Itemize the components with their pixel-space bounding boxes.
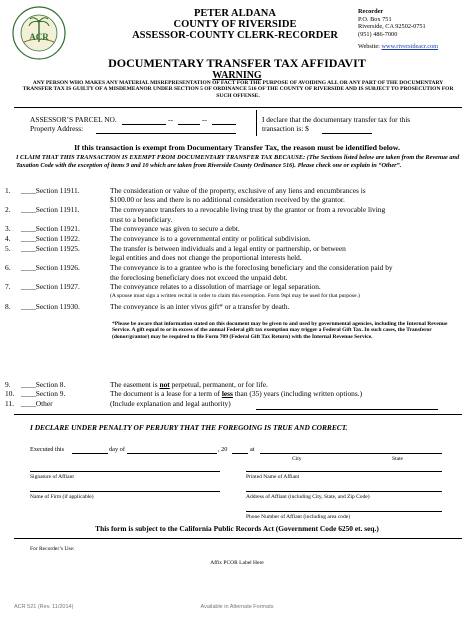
item-line: The conveyance transfers to a revocable living trust by the grantor or from a revocable living bbox=[110, 205, 386, 215]
tax-amount-field[interactable] bbox=[322, 133, 372, 134]
parcel-label: ASSESSOR’S PARCEL NO. bbox=[30, 115, 117, 124]
recorder-use-label: For Recorder’s Use: bbox=[30, 546, 75, 552]
bottom-divider bbox=[14, 538, 462, 539]
item-description bbox=[110, 234, 465, 243]
item-section[interactable]: ____Section 11926. bbox=[21, 263, 80, 273]
item-line: The transfer is between individuals and a legal entity or partnership, or between bbox=[110, 244, 346, 253]
item-description bbox=[110, 389, 465, 398]
transaction-label: transaction is: $ bbox=[262, 124, 309, 133]
firm-caption: Name of Firm (if applicable) bbox=[30, 494, 94, 500]
item-line: The consideration or value of the property, exclusive of any liens and encumbrances is bbox=[110, 186, 366, 195]
item-text-end: perpetual, permanent, or for life. bbox=[169, 380, 268, 389]
item-section[interactable]: ____Section 8. bbox=[21, 380, 66, 389]
item-description bbox=[110, 302, 465, 311]
item-number: 7. bbox=[5, 282, 11, 292]
item-line: (A spouse must sign a written recital in order to claim this exemption. Form 9spl may be used for that purpose.) bbox=[110, 292, 360, 299]
website-line bbox=[358, 43, 470, 51]
gift-note: *Please be aware that information stated on this document may be given to and used by governmental agencies, including the Internal Revenue Service. A gift equal to or in excess of the annual Federal gift tax exemption may trigger a Federal Gift Tax. In such cases, the Transferor (donor/grantor) may be required to file Form 709 (Federal Gift Tax Return) with the Internal Revenue Service. bbox=[112, 321, 448, 340]
alternate-formats: Available in Alternate Formats bbox=[200, 604, 274, 610]
item-line: The conveyance is to a governmental entity or political subdivision. bbox=[110, 234, 311, 244]
printed-name-caption: Printed Name of Affiant bbox=[246, 474, 300, 480]
item-line: $100.00 or less and there is no additional consideration received by the grantor. bbox=[110, 195, 345, 205]
item-number: 4. bbox=[5, 234, 11, 244]
contact-address2: Riverside, CA 92502-0751 bbox=[358, 23, 426, 31]
item-description bbox=[110, 186, 465, 205]
item-section[interactable]: ____Section 11925. bbox=[21, 244, 80, 253]
claim-text: I CLAIM THAT THIS TRANSACTION IS EXEMPT FROM DOCUMENTARY TRANSFER TAX BECAUSE: (The Sections listed below are taken from the Revenue and Taxation Code with the exception of items 9 and 10 which are taken from Riverside County Ordinance 516). Please check one or explain in “Other”. bbox=[16, 154, 460, 169]
form-number: ACR 521 (Rev. 11/2014) bbox=[14, 604, 74, 610]
parcel-divider bbox=[256, 110, 257, 136]
contact-block bbox=[358, 8, 470, 51]
signature-field[interactable] bbox=[30, 471, 220, 472]
mid-divider bbox=[14, 414, 462, 415]
item-text: The document is a lease for a term of bbox=[110, 389, 222, 399]
parcel-dash-2: -- bbox=[202, 115, 207, 124]
item-line: legal entities and does not change the proportional interests held. bbox=[110, 253, 302, 263]
item-section[interactable]: ____Section 11911. bbox=[21, 205, 80, 215]
firm-field[interactable] bbox=[30, 491, 220, 492]
item-number: 2. bbox=[5, 205, 11, 215]
at-label: at bbox=[250, 446, 255, 453]
item-number: 1. bbox=[5, 186, 11, 195]
item-number: 8. bbox=[5, 301, 11, 311]
public-records-notice: This form is subject to the California Public Records Act (Government Code 6250 et. seq.) bbox=[95, 524, 379, 533]
exempt-heading: If this transaction is exempt from Documentary Transfer Tax, the reason must be identified below. bbox=[74, 143, 400, 152]
other-explanation-field[interactable] bbox=[256, 409, 438, 410]
item-number: 9. bbox=[5, 380, 11, 389]
item-description bbox=[110, 263, 465, 282]
item-emphasis: not bbox=[159, 380, 170, 389]
parcel-field-3[interactable] bbox=[212, 124, 236, 125]
item-section[interactable]: ____Section 11922. bbox=[21, 234, 80, 244]
item-section[interactable]: ____Section 11930. bbox=[21, 301, 80, 311]
signature-caption: Signature of Affiant bbox=[30, 474, 74, 480]
form-title: DOCUMENTARY TRANSFER TAX AFFIDAVIT bbox=[108, 56, 366, 70]
phone-caption: Phone Number of Affiant (including area code) bbox=[246, 514, 351, 520]
item-number: 10. bbox=[5, 389, 15, 399]
item-number: 6. bbox=[5, 263, 11, 273]
item-section[interactable]: ____Section 11927. bbox=[21, 282, 80, 292]
item-description bbox=[110, 205, 465, 224]
month-field[interactable] bbox=[127, 453, 217, 454]
address-field[interactable] bbox=[246, 491, 442, 492]
year-field[interactable] bbox=[232, 453, 248, 454]
year-label: , 20 bbox=[218, 446, 228, 453]
item-section[interactable]: ____Other bbox=[21, 398, 53, 408]
item-text-end: than (35) years (including written options.) bbox=[232, 389, 363, 399]
office-name: ASSESSOR-COUNTY CLERK-RECORDER bbox=[132, 30, 338, 41]
recorder-name: PETER ALDANA bbox=[194, 8, 276, 19]
item-emphasis: less bbox=[221, 389, 233, 399]
website-label: Website: bbox=[358, 43, 380, 51]
address-caption: Address of Affiant (including City, State, and Zip Code) bbox=[246, 494, 370, 500]
item-line: The conveyance is an inter vivos gift* or a transfer by death. bbox=[110, 301, 290, 311]
parcel-dash-1: -- bbox=[168, 115, 173, 124]
county-name: COUNTY OF RIVERSIDE bbox=[173, 19, 297, 30]
item-section[interactable]: ____Section 11911. bbox=[21, 186, 80, 195]
item-line: The conveyance was given to secure a debt. bbox=[110, 224, 240, 234]
declare-text: I declare that the documentary transfer tax for this bbox=[262, 115, 411, 124]
city-state-field[interactable] bbox=[260, 453, 442, 454]
item-description bbox=[110, 224, 465, 233]
day-of-label: day of bbox=[109, 446, 125, 453]
item-section[interactable]: ____Section 11921. bbox=[21, 224, 80, 234]
affix-label: Affix PCOR Label Here bbox=[210, 560, 264, 566]
item-text: The easement is bbox=[110, 380, 160, 389]
item-description bbox=[110, 399, 465, 408]
item-text: (Include explanation and legal authority) bbox=[110, 398, 231, 408]
phone-field[interactable] bbox=[246, 511, 442, 512]
perjury-statement: I DECLARE UNDER PENALTY OF PERJURY THAT THE FOREGOING IS TRUE AND CORRECT. bbox=[30, 423, 348, 432]
state-caption: State bbox=[392, 456, 403, 462]
item-line: The conveyance is to a grantee who is the foreclosing beneficiary and the consideration paid by bbox=[110, 263, 393, 273]
item-number: 3. bbox=[5, 224, 11, 234]
item-line: The conveyance relates to a dissolution of marriage or legal separation. bbox=[110, 282, 321, 292]
warning-label: WARNING bbox=[212, 70, 262, 81]
seal-monogram: ACR bbox=[29, 32, 49, 42]
item-description bbox=[110, 244, 465, 263]
item-section[interactable]: ____Section 9. bbox=[21, 389, 66, 399]
parcel-field-2[interactable] bbox=[178, 124, 200, 125]
item-number: 5. bbox=[5, 244, 11, 253]
contact-phone: (951) 486-7000 bbox=[358, 30, 398, 38]
contact-title: Recorder bbox=[358, 8, 384, 15]
printed-name-field[interactable] bbox=[246, 471, 442, 472]
item-line: trust to a beneficiary. bbox=[110, 214, 173, 224]
property-address-label: Property Address: bbox=[30, 124, 84, 133]
item-description bbox=[110, 380, 465, 389]
item-number: 11. bbox=[5, 398, 14, 408]
executed-label: Executed this bbox=[30, 446, 65, 453]
property-address-field[interactable] bbox=[96, 133, 236, 134]
day-field[interactable] bbox=[72, 453, 108, 454]
website-link[interactable]: www.riversideacr.com bbox=[381, 43, 439, 51]
top-divider bbox=[14, 107, 462, 108]
item-line: the foreclosing beneficiary does not exceed the unpaid debt. bbox=[110, 272, 288, 282]
parcel-field-1[interactable] bbox=[122, 124, 166, 125]
item-description bbox=[110, 282, 465, 301]
contact-address1: P.O. Box 751 bbox=[358, 15, 392, 23]
warning-text: ANY PERSON WHO MAKES ANY MATERIAL MISREPRESENTATION OF FACT FOR THE PURPOSE OF AVOIDING ALL OR ANY PART OF THE DOCUMENTARY TRANSFER TAX IS GUILTY OF A MISDEMEANOR UNDER SECTION 5 OF ORDINANCE 516 OF THE COUNTY OF RIVERSIDE AND IS SUBJECT TO PROSECUTION FOR SUCH OFFENSE. bbox=[22, 80, 454, 99]
city-caption: City bbox=[292, 456, 302, 462]
